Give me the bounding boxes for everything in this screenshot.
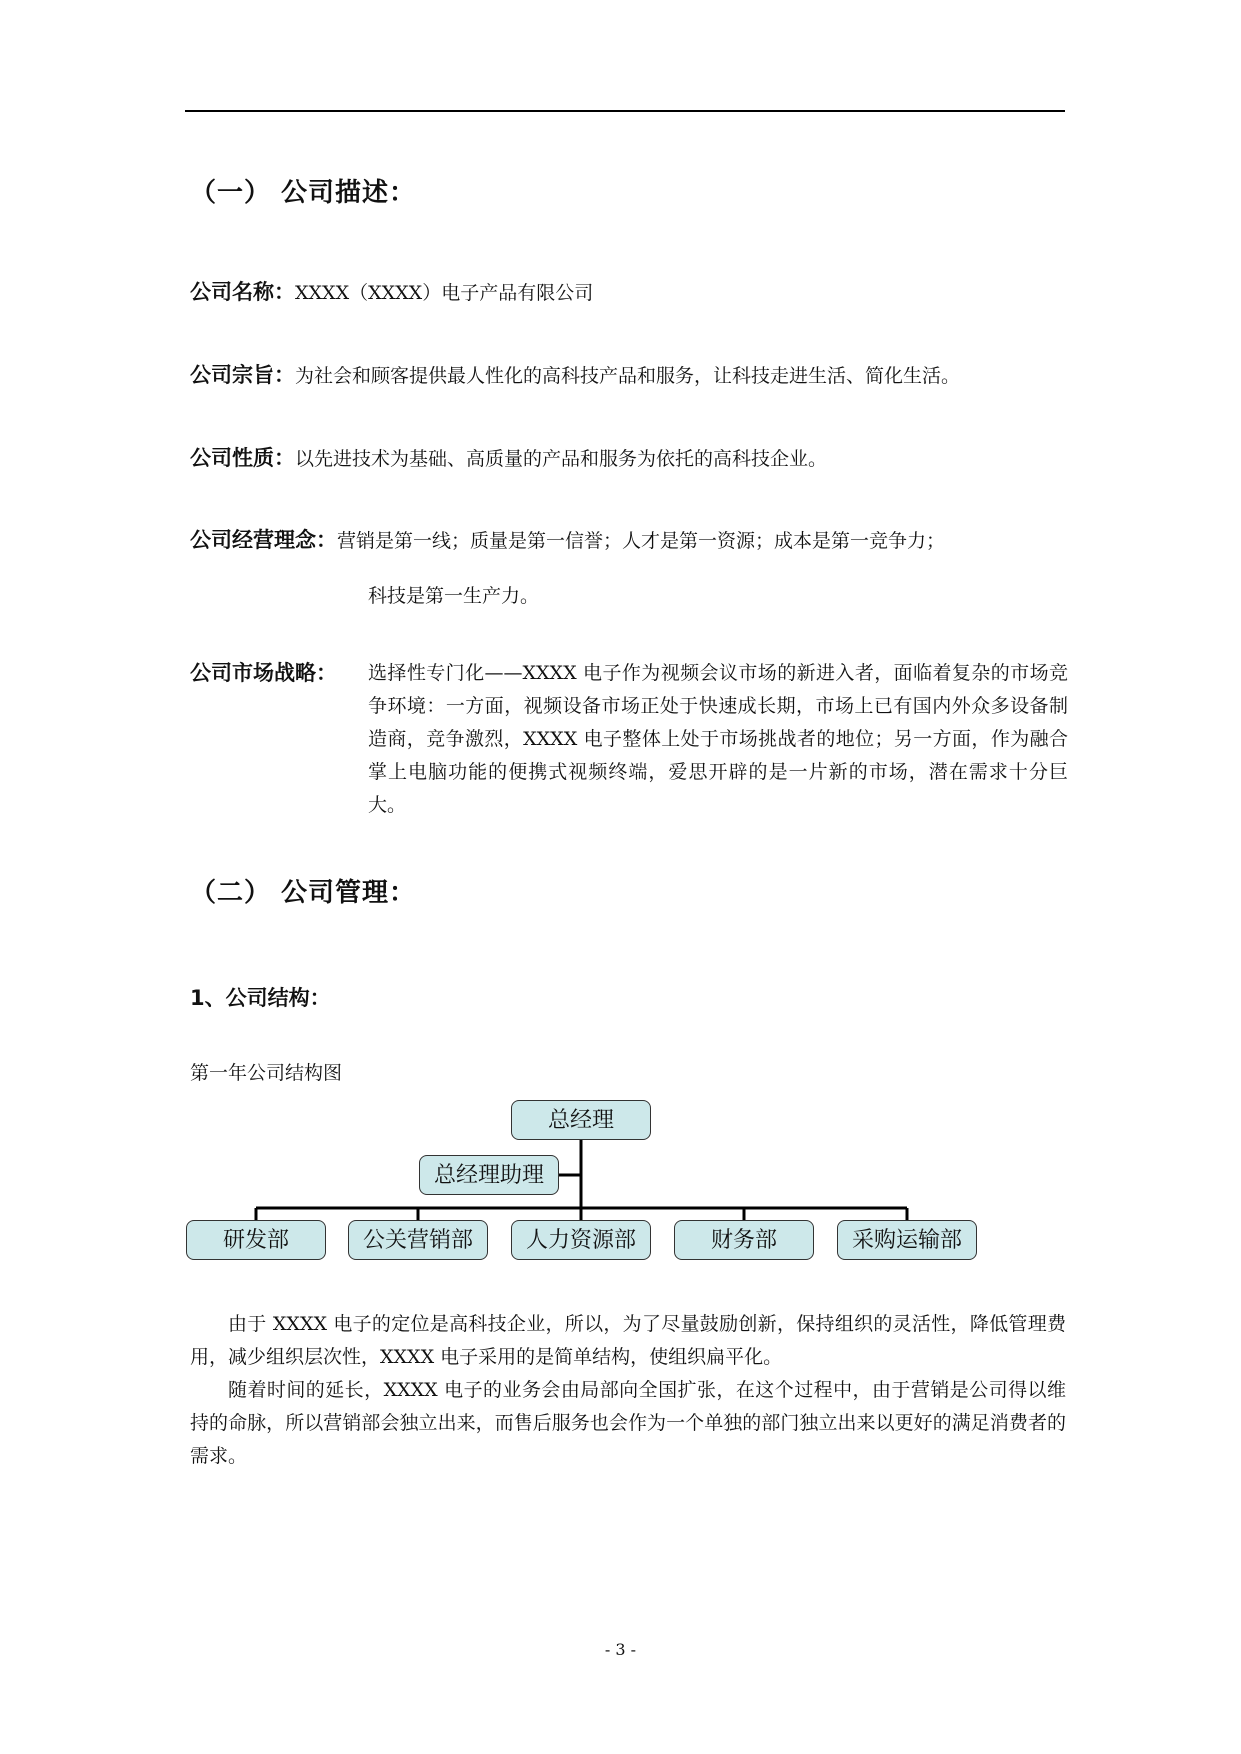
section-heading-company-description: （一） 公司描述： (190, 178, 417, 208)
org-node-gm-assistant: 总经理助理 (419, 1155, 559, 1195)
company-mission-label: 公司宗旨： (190, 363, 295, 387)
company-nature-field (190, 442, 1070, 476)
company-philosophy-label: 公司经营理念： (190, 528, 337, 552)
company-name-field (190, 276, 1070, 310)
org-node-department: 人力资源部 (511, 1220, 651, 1260)
org-node-department: 公关营销部 (348, 1220, 488, 1260)
org-node-department: 财务部 (674, 1220, 814, 1260)
org-node-general-manager: 总经理 (511, 1100, 651, 1140)
page-number: - 3 - (604, 1640, 637, 1659)
company-philosophy-field (190, 524, 1070, 558)
company-name-value: XXXX（XXXX）电子产品有限公司 (295, 282, 594, 304)
company-nature-value: 以先进技术为基础、高质量的产品和服务为依托的高科技企业。 (295, 448, 828, 470)
company-mission-field (190, 359, 1070, 393)
org-node-department: 采购运输部 (837, 1220, 977, 1260)
org-node-department: 研发部 (186, 1220, 326, 1260)
header-rule (185, 110, 1065, 112)
body-paragraph: 由于 XXXX 电子的定位是高科技企业，所以，为了尽量鼓励创新，保持组织的灵活性，降低管理费用，减少组织层次性，XXXX 电子采用的是简单结构，使组织扁平化。 (190, 1313, 1066, 1368)
company-name-label: 公司名称： (190, 280, 295, 304)
section-heading-company-management: （二） 公司管理： (190, 878, 417, 908)
body-paragraph: 随着时间的延长，XXXX 电子的业务会由局部向全国扩张，在这个过程中，由于营销是公司得以维持的命脉，所以营销部会独立出来，而售后服务也会作为一个单独的部门独立出来以更好的满足消费者的需求。 (190, 1379, 1066, 1467)
company-strategy-label: 公司市场战略： (190, 661, 337, 685)
org-chart-caption: 第一年公司结构图 (190, 1062, 343, 1084)
company-mission-value: 为社会和顾客提供最人性化的高科技产品和服务，让科技走进生活、简化生活。 (295, 365, 961, 387)
company-philosophy-value: 营销是第一线；质量是第一信誉；人才是第一资源；成本是第一竞争力； (337, 530, 946, 552)
subsection-heading-company-structure: 1、公司结构： (190, 986, 331, 1010)
company-strategy-value: 选择性专门化——XXXX 电子作为视频会议市场的新进入者，面临着复杂的市场竞争环境：一方面，视频设备市场正处于快速成长期，市场上已有国内外众多设备制造商，竞争激烈，XXXX 电子整体上处于市场挑战者的地位；另一方面，作为融合掌上电脑功能的便携式视频终端，爱思开辟的是一片新的市场，潜在需求十分巨大。 (368, 662, 1068, 816)
company-philosophy-continuation: 科技是第一生产力。 (368, 585, 540, 607)
company-nature-label: 公司性质： (190, 446, 295, 470)
